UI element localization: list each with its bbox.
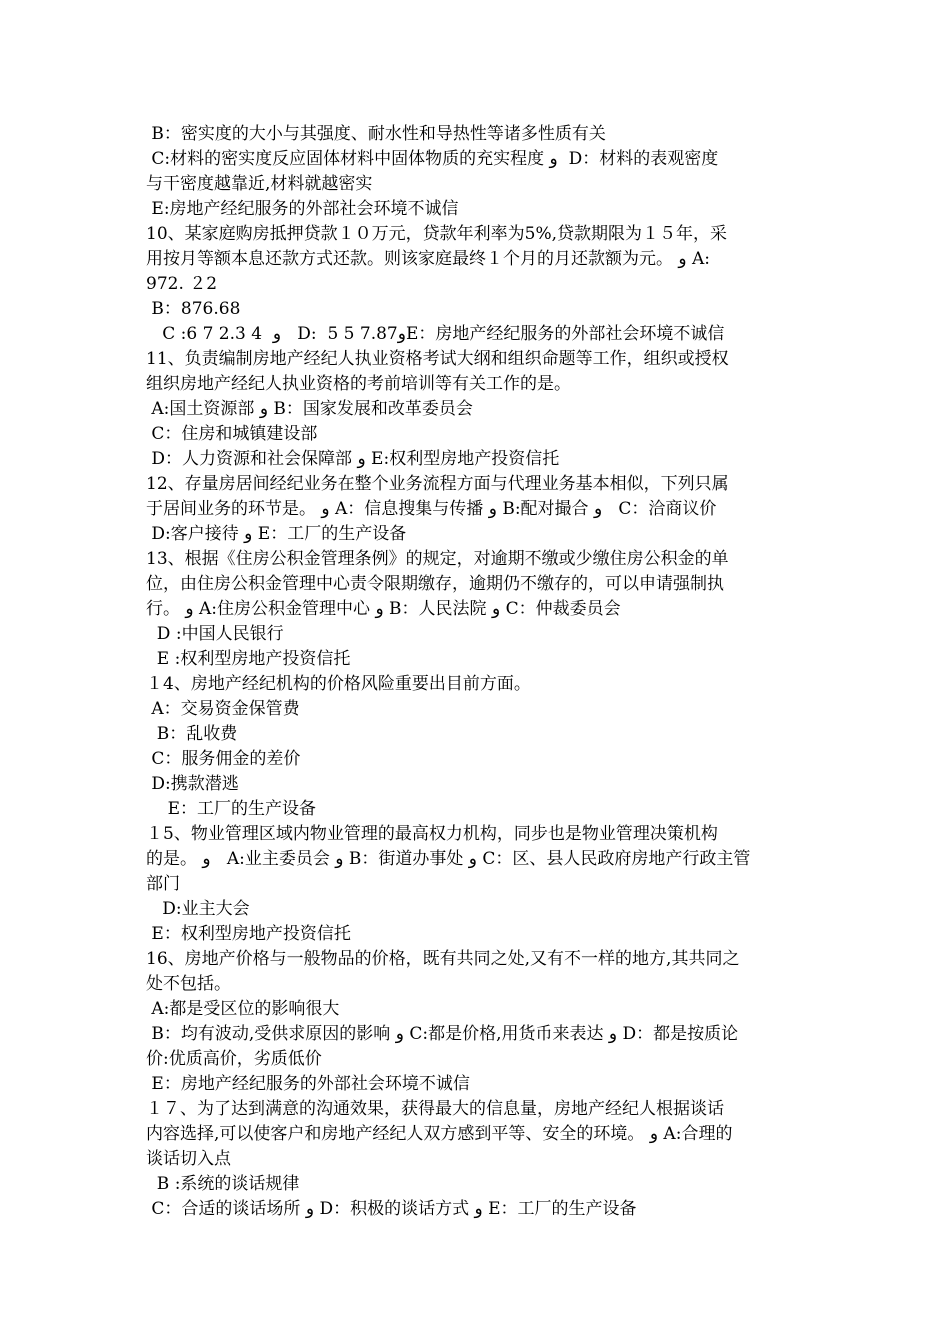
text-line: １4、房地产经纪机构的价格风险重要出目前方面。 xyxy=(146,674,531,694)
text-line: C：合适的谈话场所 و D：积极的谈话方式 و E：工厂的生产设备 xyxy=(146,1199,637,1219)
text-line: B :系统的谈话规律 xyxy=(146,1174,300,1194)
text-line: 的是。 و A:业主委员会 و B：街道办事处 و C：区、县人民政府房地产行政主管 xyxy=(146,849,751,869)
text-line: E：权利型房地产投资信托 xyxy=(146,924,351,944)
text-line: B：876.68 xyxy=(146,299,241,319)
text-line: 11、负责编制房地产经纪人执业资格考试大纲和组织命题等工作，组织或授权 xyxy=(146,349,729,369)
text-line: 用按月等额本息还款方式还款。则该家庭最终１个月的月还款额为元。 و A: xyxy=(146,249,711,269)
text-line: B：密实度的大小与其强度、耐水性和导热性等诸多性质有关 xyxy=(146,124,606,144)
text-line: A：交易资金保管费 xyxy=(146,699,300,719)
text-line: E :权利型房地产投资信托 xyxy=(146,649,351,669)
text-line: 12、存量房居间经纪业务在整个业务流程方面与代理业务基本相似，下列只属 xyxy=(146,474,729,494)
text-line: E：房地产经纪服务的外部社会环境不诚信 xyxy=(146,1074,470,1094)
document-body xyxy=(146,122,810,1222)
text-line: 972. ２2 xyxy=(146,274,218,294)
text-line: B：均有波动,受供求原因的影响 و C:都是价格,用货币来表达 و D：都是按质论 xyxy=(146,1024,739,1044)
text-line: 16、房地产价格与一般物品的价格，既有共同之处,又有不一样的地方,其共同之 xyxy=(146,949,740,969)
text-line: E：工厂的生产设备 xyxy=(146,799,317,819)
text-line: 13、根据《住房公积金管理条例》的规定，对逾期不缴或少缴住房公积金的单 xyxy=(146,549,729,569)
text-line: １７、为了达到满意的沟通效果，获得最大的信息量，房地产经纪人根据谈话 xyxy=(146,1099,724,1119)
text-line: 谈话切入点 xyxy=(146,1149,231,1169)
text-line: 内容选择,可以使客户和房地产经纪人双方感到平等、安全的环境。 و A:合理的 xyxy=(146,1124,733,1144)
text-line: A:国土资源部 و B：国家发展和改革委员会 xyxy=(146,399,473,419)
text-line: C:材料的密实度反应固体材料中固体物质的充实程度 و D：材料的表观密度 xyxy=(146,149,719,169)
text-line: B：乱收费 xyxy=(146,724,238,744)
text-line: 组织房地产经纪人执业资格的考前培训等有关工作的是。 xyxy=(146,374,571,394)
text-line: 于居间业务的环节是。 و A：信息搜集与传播 و B:配对撮合 و C：洽商议价 xyxy=(146,499,717,519)
text-line: D:业主大会 xyxy=(146,899,250,919)
text-line: 处不包括。 xyxy=(146,974,231,994)
text-line: 与干密度越靠近,材料就越密实 xyxy=(146,174,373,194)
text-line: 部门 xyxy=(146,874,180,894)
text-line: １5、物业管理区域内物业管理的最高权力机构，同步也是物业管理决策机构 xyxy=(146,824,718,844)
text-line: C：服务佣金的差价 xyxy=(146,749,301,769)
text-line: D:客户接待 و E：工厂的生产设备 xyxy=(146,524,407,544)
text-line: C :6 7 2.3 4 و D: 5 5 7.87وE：房地产经纪服务的外部社会环境不诚信 xyxy=(146,324,725,344)
text-line: 行。 و A:住房公积金管理中心 و B：人民法院 و C：仲裁委员会 xyxy=(146,599,621,619)
text-line: D:携款潜逃 xyxy=(146,774,239,794)
text-line: C：住房和城镇建设部 xyxy=(146,424,318,444)
text-line: D：人力资源和社会保障部 و E:权利型房地产投资信托 xyxy=(146,449,560,469)
text-line: D :中国人民银行 xyxy=(146,624,284,644)
text-line: E:房地产经纪服务的外部社会环境不诚信 xyxy=(146,199,459,219)
text-line: 位，由住房公积金管理中心责令限期缴存，逾期仍不缴存的，可以申请强制执 xyxy=(146,574,724,594)
text-line: 10、某家庭购房抵押贷款１０万元，贷款年利率为5%,贷款期限为１５年，采 xyxy=(146,224,728,244)
text-line: 价:优质高价，劣质低价 xyxy=(146,1049,322,1069)
text-line: A:都是受区位的影响很大 xyxy=(146,999,340,1019)
